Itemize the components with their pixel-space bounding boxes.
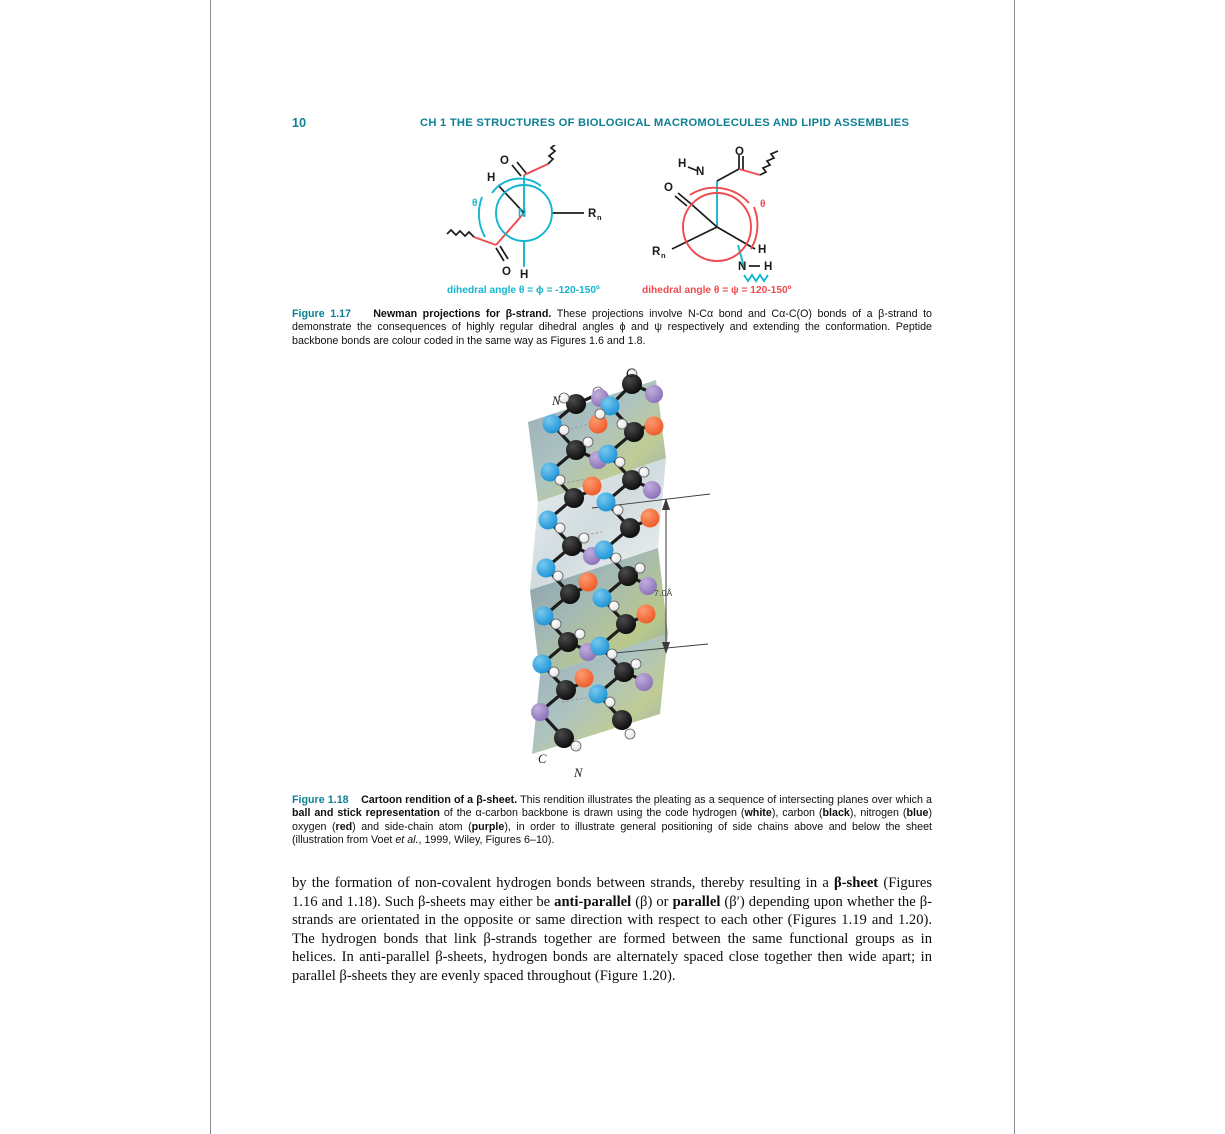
svg-text:H: H (520, 269, 529, 281)
figure-1-18-label: Figure 1.18 (292, 794, 349, 806)
figure-1-17-title: Newman projections for β-strand. (373, 308, 552, 320)
fig118-body-8: , 1999, Wiley, Figures 6–10). (418, 834, 555, 847)
figure-1-17-body: These projections involve N-Cα bond and Cα-C(O) bonds of a β-strand to demonstrate the consequences of highly regular dihedral angles ϕ and ψ respectively and extending the conformation. Peptide backbone bonds are colour coded in the same way as Figures 1.6 and 1.8. (292, 308, 933, 347)
fig118-bold-blue: blue (906, 807, 929, 820)
body-seg-1: by the formation of non-covalent hydrogen bonds between strands, thereby resulting in a (292, 875, 834, 891)
body-seg-2: (Figures 1.16 and 1.18). Such β-sheets may either be (292, 875, 932, 910)
scan-artifact: · · · · · (535, 1029, 567, 1038)
svg-text:R: R (588, 208, 597, 220)
fig118-body-5: ) oxygen ( (292, 807, 933, 833)
fig118-body-2: of the α-carbon backbone is drawn using the code hydrogen ( (439, 807, 745, 820)
fig118-bold-black: black (822, 807, 850, 820)
fig118-body-4: ), nitrogen ( (849, 807, 907, 820)
chapter-title: CH 1 THE STRUCTURES OF BIOLOGICAL MACROMOLECULES AND LIPID ASSEMBLIES (420, 117, 910, 129)
fig118-bold-purple: purple (471, 820, 505, 833)
dihedral-angle-label-left: dihedral angle θ = ϕ = -120-150º (447, 285, 600, 296)
dimension-label-7-angstrom: 7.0Å (654, 588, 673, 598)
svg-text:O: O (664, 182, 673, 194)
scan-artifact: · · · · · · · · (595, 97, 635, 104)
fig118-bold-white: white (744, 807, 772, 820)
svg-text:n: n (661, 251, 666, 260)
scan-artifact: · · · · (530, 38, 555, 47)
fig118-italic-etal: et al. (395, 834, 419, 847)
svg-text:θ: θ (760, 199, 766, 210)
svg-text:H: H (678, 158, 687, 170)
fig118-body-7: ), in order to illustrate general positioning of side chains above and below the sheet (illustration from Voet (292, 820, 932, 847)
body-bold-beta-sheet: β-sheet (834, 875, 879, 891)
body-paragraph (292, 874, 932, 986)
scan-artifact: · · · (533, 77, 546, 86)
fig118-bold-ballstick: ball and stick representation (292, 807, 440, 820)
terminus-label-n-top: N (552, 394, 561, 408)
terminus-label-c-top: C (626, 366, 635, 380)
svg-text:N: N (696, 166, 705, 178)
fig118-bold-red: red (335, 820, 353, 833)
fig118-body-6: ) and side-chain atom ( (352, 820, 472, 833)
figure-1-17-caption (292, 308, 932, 348)
svg-text:O: O (735, 146, 744, 158)
running-head (292, 116, 932, 132)
figure-1-18-caption (292, 794, 932, 848)
dihedral-angle-label-right: dihedral angle θ = ψ = 120-150º (642, 285, 792, 296)
svg-text:N: N (738, 261, 747, 273)
svg-text:H: H (758, 244, 767, 256)
figure-1-17-artwork (292, 145, 932, 300)
scan-artifact: · · · · · (533, 1114, 565, 1123)
svg-text:O: O (500, 155, 509, 167)
scan-artifact: · · · · (578, 1096, 612, 1106)
page-number: 10 (292, 116, 307, 130)
svg-text:θ: θ (472, 198, 478, 209)
newman-projection-right (652, 146, 778, 281)
svg-text:H: H (487, 172, 496, 184)
fig118-body-3: ), carbon ( (771, 807, 823, 820)
svg-text:O: O (502, 266, 511, 278)
figure-1-18-title: Cartoon rendition of a β-sheet. (361, 794, 518, 806)
body-seg-4: (β′) depending upon whether the β-strands are orientated in the opposite or same direction with respect to each other (Figures 1.19 and 1.20). The hydrogen bonds that link β-strands together are formed between the same functional groups as in helices. In anti-parallel β-sheets, hydrogen bonds are alternately spaced close together then wide apart; in parallel β-sheets they are evenly spaced throughout (Figure 1.20). (292, 893, 933, 984)
figure-1-17-label: Figure 1.17 (292, 308, 352, 320)
body-bold-parallel: parallel (672, 893, 721, 910)
body-seg-3: (β) or (631, 893, 673, 910)
body-bold-anti-parallel: anti-parallel (554, 893, 632, 910)
figure-1-18-artwork (480, 362, 740, 782)
fig118-body-1: This rendition illustrates the pleating as a sequence of intersecting planes over which a (517, 794, 932, 806)
terminus-label-c-bottom: C (538, 752, 547, 766)
newman-projection-left (447, 145, 602, 281)
svg-text:R: R (652, 246, 661, 258)
terminus-label-n-bottom: N (574, 766, 583, 780)
svg-text:n: n (597, 213, 602, 222)
svg-text:H: H (764, 261, 773, 273)
svg-text:N: N (518, 208, 527, 220)
scan-artifact: · · · · · · (622, 21, 675, 31)
